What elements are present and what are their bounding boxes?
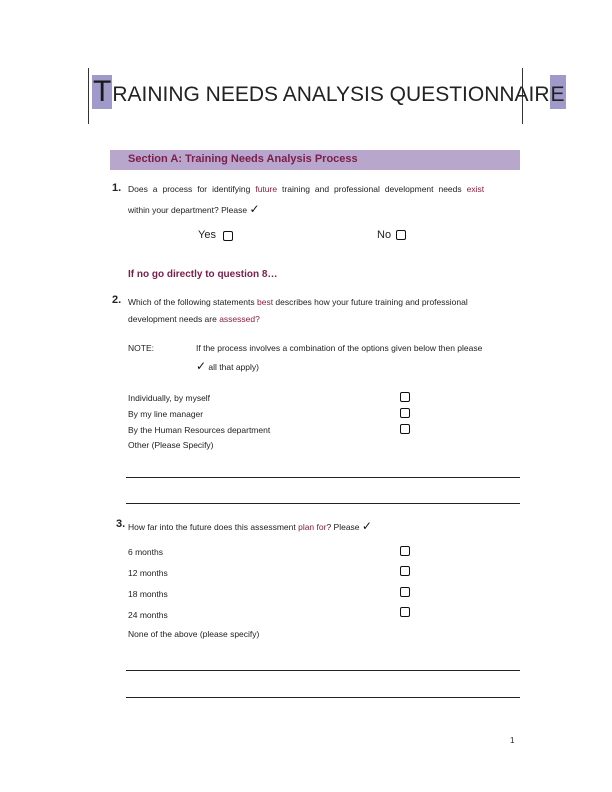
q2-specify-line-2[interactable] — [126, 503, 520, 504]
q2-option-4: Other (Please Specify) — [128, 440, 214, 450]
q3-option-2-checkbox[interactable] — [400, 566, 410, 576]
q2-note-label: NOTE: — [128, 343, 154, 353]
q2-option-1-checkbox[interactable] — [400, 392, 410, 402]
q3-specify-line-1[interactable] — [126, 670, 520, 671]
q3-option-4-checkbox[interactable] — [400, 607, 410, 617]
q1-text-b: training and professional development needs — [277, 184, 467, 194]
q2-note-line2 — [196, 359, 259, 373]
q2-line1 — [128, 297, 468, 307]
q3-option-1: 6 months — [128, 547, 163, 557]
q1-yes-checkbox[interactable] — [223, 231, 233, 241]
q3-line1 — [128, 519, 372, 533]
title-left-border — [88, 68, 89, 124]
skip-instruction: If no go directly to question 8… — [128, 269, 278, 280]
q2-note-line2-text: all that apply) — [206, 362, 259, 372]
title-last-letter: E — [550, 75, 566, 109]
q2-option-1: Individually, by myself — [128, 393, 211, 403]
q3-hl-plan-for: plan for — [298, 522, 327, 532]
q1-line2 — [128, 202, 260, 216]
q2-hl-best: best — [256, 297, 274, 307]
q3-specify-line-2[interactable] — [126, 697, 520, 698]
q1-line1 — [128, 184, 484, 194]
q2-option-2: By my line manager — [128, 409, 204, 419]
q3-text-b: ? Please — [326, 522, 362, 532]
q1-text-a: Does a process for identifying — [128, 184, 256, 194]
q3-text-a: How far into the future does this assessment — [128, 522, 299, 532]
q3-option-3-checkbox[interactable] — [400, 587, 410, 597]
q3-option-4: 24 months — [128, 610, 168, 620]
q2-specify-line-1[interactable] — [126, 477, 520, 478]
q3-number: 3. — [116, 518, 126, 530]
q1-no-checkbox[interactable] — [396, 230, 406, 240]
q3-option-5: None of the above (please specify) — [128, 629, 260, 639]
page-number: 1 — [510, 736, 515, 745]
q2-note-line1: If the process involves a combination of the options given below then please — [196, 343, 483, 353]
q2-hl-assessed: assessed? — [219, 314, 260, 324]
q1-number: 1. — [112, 182, 122, 194]
section-a-header — [110, 150, 520, 170]
checkmark-icon: ✓ — [249, 202, 260, 216]
title-middle: RAINING NEEDS ANALYSIS QUESTIONNAIR — [112, 83, 550, 106]
q2-option-3-checkbox[interactable] — [400, 424, 410, 434]
q1-line2-text: within your department? Please — [128, 205, 250, 215]
q1-yes-label: Yes — [198, 229, 216, 241]
q1-hl-future: future — [255, 184, 278, 194]
q3-option-3: 18 months — [128, 589, 168, 599]
page-title — [92, 75, 565, 109]
q2-line1-b: describes how your future training and professional — [273, 297, 468, 307]
q2-line2 — [128, 314, 260, 324]
q2-line1-a: Which of the following statements — [128, 297, 257, 307]
q1-hl-exist: exist — [466, 184, 485, 194]
q2-number: 2. — [112, 294, 122, 306]
q2-option-2-checkbox[interactable] — [400, 408, 410, 418]
q2-option-3: By the Human Resources department — [128, 425, 271, 435]
section-a-label: Section A: Training Needs Analysis Process — [128, 153, 358, 165]
q3-option-2: 12 months — [128, 568, 168, 578]
q2-line2-a: development needs are — [128, 314, 220, 324]
q1-no-label: No — [377, 229, 392, 241]
title-first-letter: T — [93, 75, 112, 108]
checkmark-icon: ✓ — [196, 359, 207, 373]
checkmark-icon: ✓ — [361, 519, 372, 533]
q3-option-1-checkbox[interactable] — [400, 546, 410, 556]
